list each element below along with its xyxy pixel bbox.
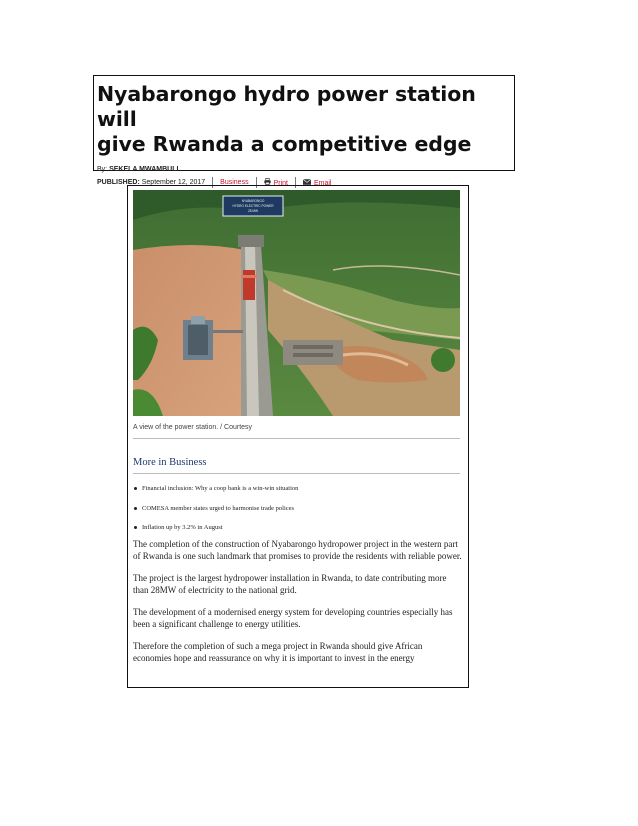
bullet-icon (134, 526, 137, 529)
headline (97, 82, 514, 157)
by-label: By: (97, 166, 108, 173)
related-link[interactable]: Inflation up by 3.2% in August (142, 524, 223, 531)
article-body-box (127, 185, 469, 688)
email-label: Email (313, 179, 332, 187)
caption-divider (133, 438, 460, 439)
list-item[interactable] (133, 505, 298, 525)
more-in-business-title: More in Business (133, 457, 207, 468)
photo-caption: A view of the power station. / Courtesy (133, 424, 253, 431)
bullet-icon (134, 487, 137, 490)
sign-text-3: 28 MW (247, 209, 259, 213)
sign-text-1: NYABARONGO (241, 199, 265, 203)
article-header (93, 75, 515, 187)
more-title-divider (133, 473, 460, 474)
author-name[interactable]: SEKELA MWAMBULI (109, 166, 179, 173)
headline-line-1: Nyabarongo hydro power station will (97, 82, 476, 131)
byline (97, 166, 514, 173)
category-link[interactable]: Business (220, 179, 249, 186)
headline-line-2: give Rwanda a competitive edge (97, 132, 472, 156)
published-label: PUBLISHED: (97, 179, 140, 186)
list-item[interactable] (133, 485, 298, 505)
published-date: September 12, 2017 (141, 179, 206, 186)
power-station-photo (133, 190, 460, 416)
bullet-icon (134, 507, 137, 510)
sign-text-2: HYDRO ELECTRIC POWER (232, 204, 274, 208)
paragraph: The completion of the construction of Nyabarongo hydropower project in the western part of Rwanda is one such landmark that promises to provide the residents with reliable power. (133, 539, 462, 561)
paragraph: The project is the largest hydropower installation in Rwanda, to date contributing more than 28MW of electricity to the national grid. (133, 573, 447, 595)
related-link[interactable]: Financial inclusion: Why a coop bank is a win-win situation (142, 485, 299, 492)
article-text (133, 538, 463, 674)
print-label: Print (273, 180, 288, 187)
paragraph: Therefore the completion of such a mega project in Rwanda should give African economies hope and reassurance on why it is important to invest in the energy (133, 641, 423, 663)
paragraph: The development of a modernised energy system for developing countries especially has been a significant challenge to energy utilities. (133, 607, 453, 629)
related-link[interactable]: COMESA member states urged to harmonise trade polices (142, 504, 295, 512)
more-in-business-list (133, 485, 298, 544)
